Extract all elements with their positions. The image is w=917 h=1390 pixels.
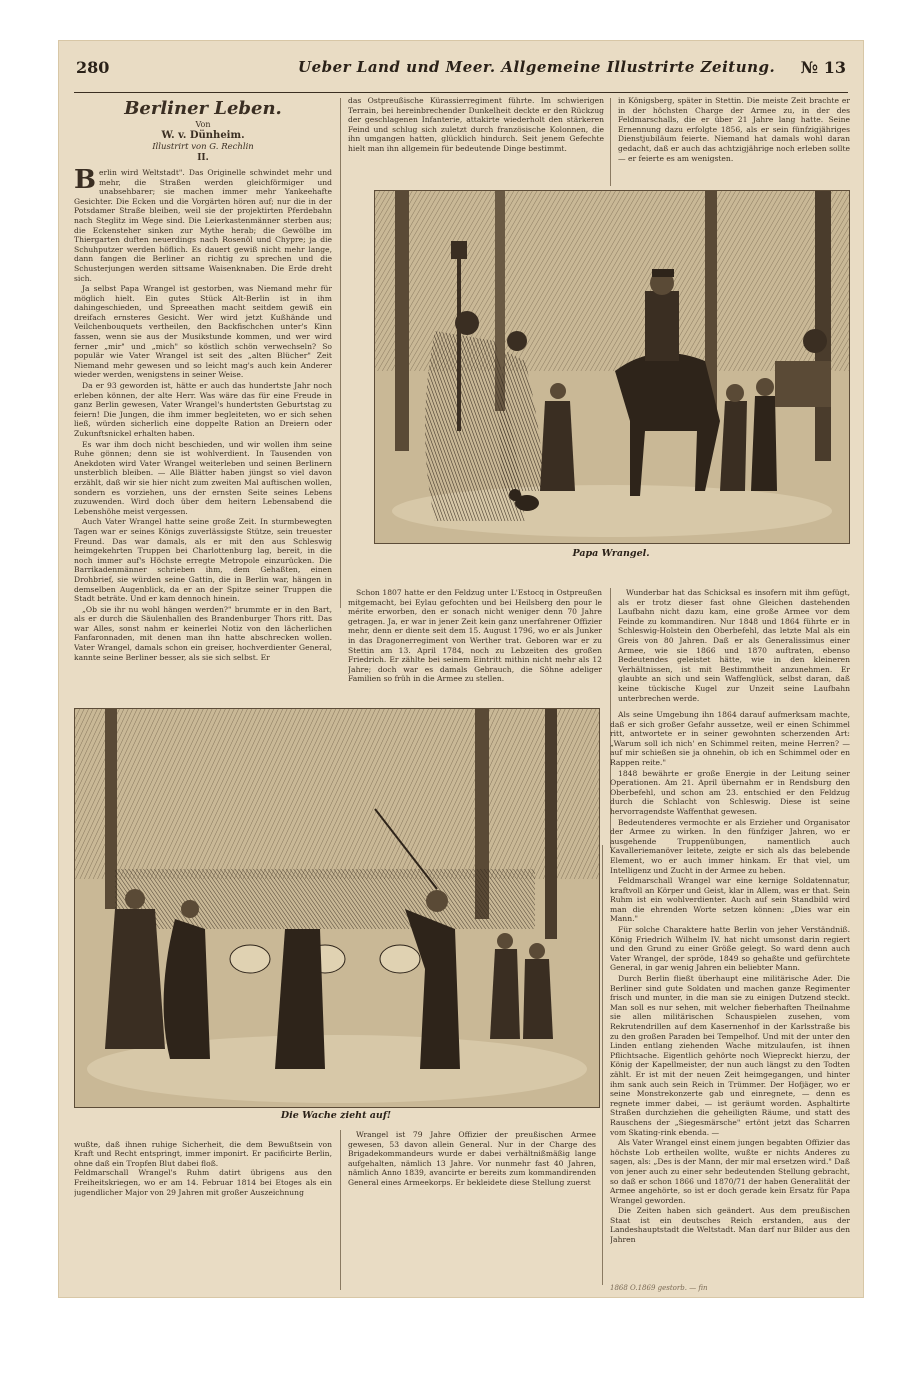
paragraph: in Königsberg, später in Stettin. Die meiste Zeit brachte er in der höchsten Charge der Armee zu, in der des Feldmarschalls, die er über 21 Jahre lang hatte. Seine Ernennung dazu erfolgte 1856, als er sein fünfzigjähriges Dienstjubiläum feierte. Niemand hat damals wohl daran gedacht, daß er auch das achtzigjährige noch erleben sollte — er feierte es am wenigsten. [618,96,850,163]
article-illustrator: Illustrirt von G. Rechlin [152,141,254,152]
article-column-2-bottom [348,1130,596,1280]
article-part: II. [197,153,209,164]
paragraph: Wunderbar hat das Schicksal es insofern mit ihm gefügt, als er trotz dieser fast ohne Gleichen dastehenden Laufbahn nicht dazu kam, eine große Armee vor dem Feinde zu kommandiren. Nur 1848 und 1864 führte er in Schleswig-Holstein den Oberbefehl, das letzte Mal als ein Greis von 80 Jahren. Daß er als Generalissimus einer Armee, wie sie 1866 und 1870 auftraten, ebenso Bedeutendes geleistet hätte, wie in den kleineren Verhältnissen, ist mit Bestimmtheit anzunehmen. Er glaubte an sich und sein Waffenglück, selbst daran, daß keine tückische Kugel zur Unzeit seine Laufbahn unterbrechen werde. [618,588,850,703]
article-column-2-mid [348,588,602,698]
page-number: 280 [76,58,110,77]
paragraph: Auch Vater Wrangel hatte seine große Zeit. In sturmbewegten Tagen war er seines Königs zuverlässigste Stütze, sein treuester Freund. Das war damals, als er mit den aus Schleswig heimgekehrten Truppen bei Charlottenburg lag, bereit, in die noch immer auf's Höchste erregte Metropole einzurücken. Die Barrikadenmänner schrieben ihm, dem Gehaßten, einen Drohbrief, sie würden seine Gattin, die in Berlin war, hängen in demselben Augenblick, da er an der Spitze seiner Truppen die Stadt beträte. Und er kam dennoch hinein. [74,517,332,604]
article-column-3-lower [610,710,850,1280]
column-rule [340,1130,341,1290]
paragraph: Es war ihm doch nicht beschieden, und wir wollen ihm seine Ruhe gönnen; denn sie ist wohlverdient. In Tausenden von Anekdoten wird Vater Wrangel weiterleben und seinen Berlinern unsterblich bleiben. — Alle Blätter haben jüngst so viel davon erzählt, daß wir sie hier nicht zum zweiten Mal auftischen wollen, sondern es vorziehen, uns der ernsten Seite seines Lebens zuzuwenden. Wird doch über dem heitern Lebensabend die Lebenshöhe meist vergessen. [74,439,332,516]
engraving-guard-parade [75,709,599,1107]
article-author: W. v. Dünheim. [161,130,245,142]
paragraph: Die Zeiten haben sich geändert. Aus dem preußischen Staat ist ein deutsches Reich erstanden, aus der Landeshauptstadt die Weltstadt. Man darf nur Bilder aus den Jahren [610,1206,850,1245]
pencil-annotation: 1868 O.1869 gestorb. — fin [610,1284,708,1292]
paragraph: Wrangel ist 79 Jahre Offizier der preußischen Armee gewesen, 53 davon allein General. Nur in der Charge des Brigadekommandeurs wurde er dabei verhältnißmäßig lange aufgehalten, nämlich 13 Jahre. Vor nunmehr fast 40 Jahren, nämlich Anno 1839, avancirte er bereits zum kommandirenden General eines Armeekorps. Er bekleidete diese Stellung zuerst [348,1130,596,1187]
paragraph: Feldmarschall Wrangel war eine kernige Soldatennatur, kraftvoll an Körper und Geist, klar in Allem, was er that. Sein Ruhm ist ein wohlverdienter. Auch auf sein Standbild wird man die ehrenden Worte setzen können: „Dies war ein Mann." [610,876,850,924]
article-by: Von [195,119,211,129]
paragraph: „Ob sie ihr nu wohl hängen werden?" brummte er in den Bart, als er durch die Säulenhallen des Brandenburger Thors ritt. Das war Alles, sonst nahm er keinerlei Notiz von den lächerlichen Fanfaronnaden, mit denen man ihn hatte abschrecken wollen. Vater Wrangel, damals schon ein greiser, hochverdienter General, kannte seine Berliner besser, als sie sich selbst. Er [74,604,332,662]
engraving-park-scene [375,191,849,543]
column-rule [340,98,341,608]
caption-die-wache: Die Wache zieht auf! [280,1110,392,1121]
drop-cap: B [74,164,96,195]
paragraph: wußte, daß ihnen ruhige Sicherheit, die dem Bewußtsein von Kraft und Recht entspringt, immer imponirt. Er pacificirte Berlin, ohne daß ein Tropfen Blut dabei floß. Feldmarschall Wrangel's Ruhm datirt übrigens aus den Freiheitskriegen, wo er am 14. Februar 1814 bei Etoges als ein jugendlicher Major von 29 Jahren mit großer Auszeichnung [74,1139,332,1197]
paragraph: Für solche Charaktere hatte Berlin von jeher Verständniß. König Friedrich Wilhelm IV. hat nicht umsonst darin regiert und den Grund zu einer Größe gelegt. So ward denn auch Vater Wrangel, der spröde, 1849 so gehaßte und gefürchtete General, in gar wenig Jahren ein beliebter Mann. [610,925,850,973]
article-column-1 [74,100,332,800]
paragraph: Da er 93 geworden ist, hätte er auch das hundertste Jahr noch erleben können, der alte Herr. Was wäre das für eine Freude in ganz Berlin gewesen, Vater Wrangel's hundertsten Geburtstag zu feiern! Die Jungen, die ihm immer begleiteten, wo er sich sehen ließ, würden sicherlich eine doppelte Ration an Dreiern oder Zukunftsnickel erhalten haben. [74,381,332,438]
paragraph: erlin wird Weltstadt". Das Originelle schwindet mehr und mehr, die Straßen werden gleichförmiger und unabsehbarer; sie machen immer mehr Yankeehafte Gesichter. Die Ecken und die Vorgärten hören auf; nur die in der Potsdamer Straße bleiben, weil sie der projektirten Pferdebahn nach Steglitz im Wege sind. Die Leierkastenmänner sterben aus; die Eckensteher sinken zur Mythe herab; die Gewölbe im Thiergarten duften neuerdings nach Rosenöl und Chypre; ja die Schuhputzer werden höflich. Es dauert gewiß nicht mehr lange, dann fangen die Berliner an richtig zu sprechen und die Schusterjungen werden sittsame Waisenknaben. Die Erde dreht sich. [74,167,332,283]
article-title: Berliner Leben. [124,100,282,119]
column-rule [610,98,611,186]
paragraph: Durch Berlin fließt überhaupt eine militärische Ader. Die Berliner sind gute Soldaten und machen ganze Regimenter frisch und munter, in die man sie zu einigen Dutzend steckt. Man soll es nur sehen, mit welcher fieberhaften Theilnahme sie allen militärischen Schauspielen zusehen, vom Rekrutendrillen auf dem Kasernenhof in der Karlsstraße bis zu den großen Paraden bei Tempelhof. Und mit der unter den Linden entlang ziehenden Wache mitzulaufen, ist ihnen Pflichtsache. Eigentlich gehörte noch Wiepreckt hierzu, der König der Kapellmeister, der nun auch längst zu den Todten zählt. Er ist mit der neuen Zeit heimgegangen, und hinter ihm sank auch sein Reich in Trümmer. Der Hofjäger, wo er seine Monstrekonzerte gab und einregnete, — denn es regnete immer dabei, — ist geräumt worden. Asphaltirte Straßen durchziehen die geheiligten Räume, und statt des Rauschens der „Siegesmärsche" ertönt jetzt das Scharren vom Skating-rink ebenda. — [610,974,850,1137]
header-rule [74,92,848,93]
illustration-die-wache [74,708,600,1108]
illustration-papa-wrangel [374,190,850,544]
article-column-3-mid [618,588,850,708]
article-column-3-top [618,96,850,180]
column-rule [602,845,603,1285]
paragraph: Als seine Umgebung ihn 1864 darauf aufmerksam machte, daß er sich großer Gefahr aussetze, weil er einen Schimmel ritt, antwortete er in seiner gewohnten scherzenden Art: „Warum soll ich nich' en Schimmel reiten, meine Herren? — auf mir schießen sie ja ohnehin, ob ich en Schimmel oder en Rappen reite." [610,710,850,767]
paragraph: das Ostpreußische Kürassierregiment führte. Im schwierigen Terrain, bei hereinbrechender Dunkelheit deckte er den Rückzug der geschlagenen Infanterie, attakirte wiederholt den stärkeren Feind und schlug sich zuletzt durch französische Kolonnen, die ihn umgangen hatten, glücklich hindurch. Seit jenem Gefechte hielt man ihn allgemein für bedeutende Dinge bestimmt. [348,96,604,153]
paragraph: 1848 bewährte er große Energie in der Leitung seiner Operationen. Am 21. April übernahm er in Rendsburg den Oberbefehl, und schon am 23. entschied er den Feldzug durch die Schlacht von Schleswig. Diese ist seine hervorragendste Waffenthat gewesen. [610,768,850,816]
newspaper-page [58,40,864,1298]
publication-title: Ueber Land und Meer. Allgemeine Illustrirte Zeitung. [298,58,776,76]
paragraph: Ja selbst Papa Wrangel ist gestorben, was Niemand mehr für möglich hielt. Ein gutes Stück Alt-Berlin ist in ihm dahingeschieden, und Spreeathen macht seitdem gewiß ein dreifach ernsteres Gesicht. Wer wird jetzt Kußhände und Veilchenbouquets vertheilen, den Backfischchen unter's Kinn fassen, wenn sie aus der Musikstunde kommen, und wer wird ferner „mir" und „mich" so köstlich schön verwechseln? So populär wie Vater Wrangel ist seit des „alten Blücher" Zeit Niemand mehr gewesen und so leicht mag's auch kein Anderer wieder werden, wenigstens in seiner Weise. [74,284,332,380]
paragraph: Bedeutenderes vermochte er als Erzieher und Organisator der Armee zu wirken. In den fünfziger Jahren, wo er ausgehende Truppenübungen, namentlich auch Kavalleriemanöver leitete, zeigte er sich als das belebende Element, wo er auch immer hinkam. Er that viel, um Intelligenz und Zucht in der Armee zu heben. [610,817,850,875]
article-column-2-top [348,96,604,180]
paragraph: Als Vater Wrangel einst einem jungen begabten Offizier das höchste Lob ertheilen wollte, wußte er nichts Anderes zu sagen, als: „Des is der Mann, der mir mal ersetzen wird." Daß von jener auch zu einer sehr bedeutenden Stellung gebracht, so daß er schon 1866 und 1870/71 der haben Generalität der Armee angehörte, so ist er doch gerade kein Ersatz für Papa Wrangel geworden. [610,1138,850,1205]
issue-number: № 13 [800,58,846,77]
caption-papa-wrangel: Papa Wrangel. [572,548,650,559]
paragraph: Schon 1807 hatte er den Feldzug unter L'Estocq in Ostpreußen mitgemacht, bei Eylau gefochten und bei Heilsberg den pour le mérite erworben, den er sonach nicht weniger denn 70 Jahre getragen. Ja, er war in jener Zeit kein ganz unerfahrener Offizier mehr, denn er diente seit dem 15. August 1796, wo er als Junker in das Dragonerregiment von Werther trat. Geboren war er zu Stettin am 13. April 1784, noch zu Lebzeiten des großen Friedrich. Er zählte bei seinem Eintritt mithin nicht mehr als 12 Jahre; doch war es damals Gebrauch, die Söhne adeliger Familien so früh in die Armee zu stellen. [348,588,602,684]
article-column-1-bottom [74,1130,332,1280]
